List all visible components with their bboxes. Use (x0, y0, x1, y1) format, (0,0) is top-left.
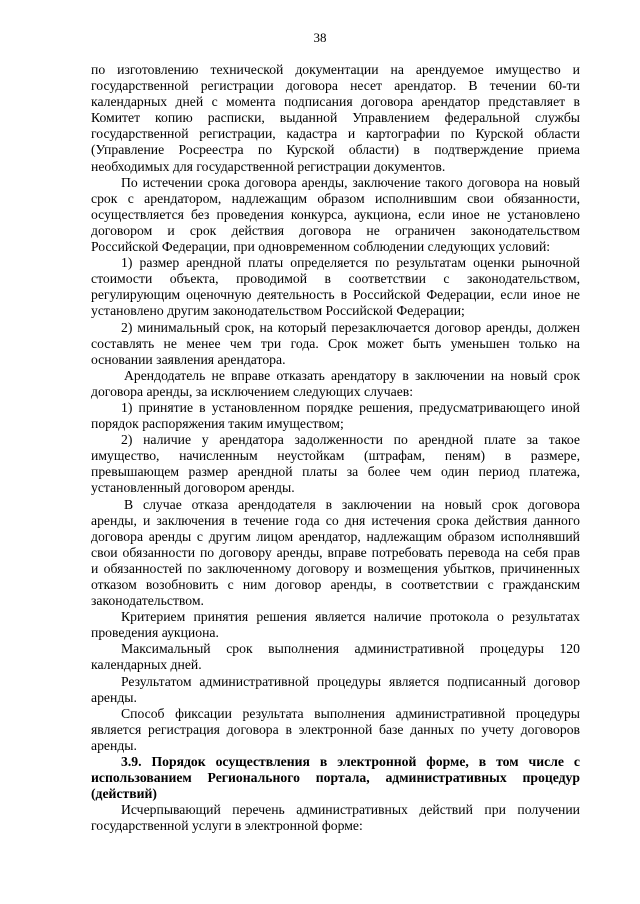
refusal-case-1-paragraph (91, 400, 580, 432)
text-line: По истечении срока договора аренды, заключение такого договора на новый (121, 174, 580, 190)
text-line: договором и срок действия договора не ограничен законодательством (91, 222, 580, 238)
text-line: (Управление Росреестра по Курской области) в подтверждение приема (91, 142, 580, 158)
text-line: календарных дней с момента подписания договора арендатор представляет в (91, 94, 580, 110)
max-duration-paragraph (91, 641, 580, 673)
text-line: свои обязанности по договору аренды, вправе потребовать перевода на себя прав (91, 544, 580, 560)
text-line: Арендодатель не вправе отказать арендатору в заключении на новый срок (124, 367, 580, 383)
renewal-conditions-paragraph (91, 175, 580, 255)
page-number: 38 (313, 30, 327, 45)
text-line: по изготовлению технической документации на арендуемое имущество и (91, 62, 580, 77)
text-line: стоимости объекта, проводимой в соответствии с законодательством, (91, 271, 580, 287)
text-line: установлено другим законодательством Российской Федерации; (91, 303, 465, 319)
text-line: государственной услуги в электронной форме: (91, 818, 363, 834)
transfer-rights-paragraph (91, 497, 580, 610)
text-line: проведения аукциона. (91, 625, 219, 641)
text-line: аренды, и заключения в течение года со дня истечения срока действия данного (91, 512, 580, 528)
heading-line: использованием Регионального портала, административных процедур (91, 770, 580, 786)
text-line: необходимых для государственной регистрации документов. (91, 158, 446, 174)
text-line: 2) наличие у арендатора задолженности по арендной плате за такое (121, 432, 580, 448)
text-line: 1) принятие в установленном порядке решения, предусматривающего иной (121, 399, 580, 415)
section-3-9-heading (91, 754, 580, 802)
text-line: отказом возобновить с ним договор аренды, в соответствии с гражданским (91, 577, 580, 592)
text-line: государственной регистрации договора несет арендатор. В течении 60-ти (91, 78, 580, 94)
text-line: является регистрация договора в электронной базе данных по учету договоров (91, 721, 580, 737)
text-line: Исчерпывающий перечень административных действий при получении (121, 802, 580, 818)
text-line: основании заявления арендатора. (91, 351, 286, 367)
text-line: имущество, начисленным неустойкам (штрафам, пеням) в размере, (91, 448, 580, 464)
document-body (91, 62, 580, 835)
heading-line: 3.9. Порядок осуществления в электронной форме, в том числе с (121, 754, 580, 770)
decision-criterion-paragraph (91, 609, 580, 641)
text-line: 1) размер арендной платы определяется по результатам оценки рыночной (121, 255, 580, 271)
text-line: срок с арендатором, надлежащим образом исполнившим свои обязанности, (91, 190, 580, 206)
text-line: Способ фиксации результата выполнения административной процедуры (121, 705, 580, 721)
text-line: календарных дней. (91, 657, 202, 673)
refusal-case-2-paragraph (91, 432, 580, 496)
text-line: превышающем размер арендной платы за более чем один период платежа, (91, 464, 580, 480)
text-line: Максимальный срок выполнения административной процедуры 120 (121, 641, 580, 657)
text-line: законодательством. (91, 593, 204, 609)
text-line: осуществляется без проведения конкурса, аукциона, если иное не установлено (91, 206, 580, 222)
text-line: государственной регистрации, кадастра и картографии по Курской области (91, 126, 580, 142)
continuation-paragraph (91, 62, 580, 175)
text-line: В случае отказа арендодателя в заключении на новый срок договора (124, 496, 580, 512)
electronic-actions-intro-paragraph (91, 802, 580, 834)
text-line: и обязанностей по заключенному договору и возмещения убытков, причиненных (91, 560, 580, 576)
text-line: Комитет копию расписки, выданной Управлением федеральной службы (91, 110, 580, 126)
condition-1-paragraph (91, 255, 580, 319)
heading-line: (действий) (91, 786, 157, 802)
fixation-method-paragraph (91, 706, 580, 754)
result-paragraph (91, 674, 580, 706)
refusal-paragraph (91, 368, 580, 400)
text-line: договора аренды с другим лицом арендатор, надлежащим образом исполнявший (91, 528, 580, 544)
text-line: Российской Федерации, при одновременном соблюдении следующих условий: (91, 239, 551, 255)
text-line: 2) минимальный срок, на который перезаключается договор аренды, должен (121, 319, 580, 335)
text-line: установленный договором аренды. (91, 480, 295, 496)
text-line: аренды. (91, 689, 137, 705)
text-line: составлять не менее чем три года. Срок может быть уменьшен только на (91, 335, 580, 351)
condition-2-paragraph (91, 320, 580, 368)
text-line: Критерием принятия решения является наличие протокола о результатах (121, 609, 580, 625)
text-line: договора аренды, за исключением следующих случаев: (91, 383, 414, 399)
text-line: аренды. (91, 737, 137, 753)
text-line: регулирующим оценочную деятельность в Российской Федерации, если иное не (91, 287, 580, 303)
text-line: Результатом административной процедуры является подписанный договор (121, 673, 580, 689)
text-line: порядок распоряжения таким имуществом; (91, 416, 344, 432)
